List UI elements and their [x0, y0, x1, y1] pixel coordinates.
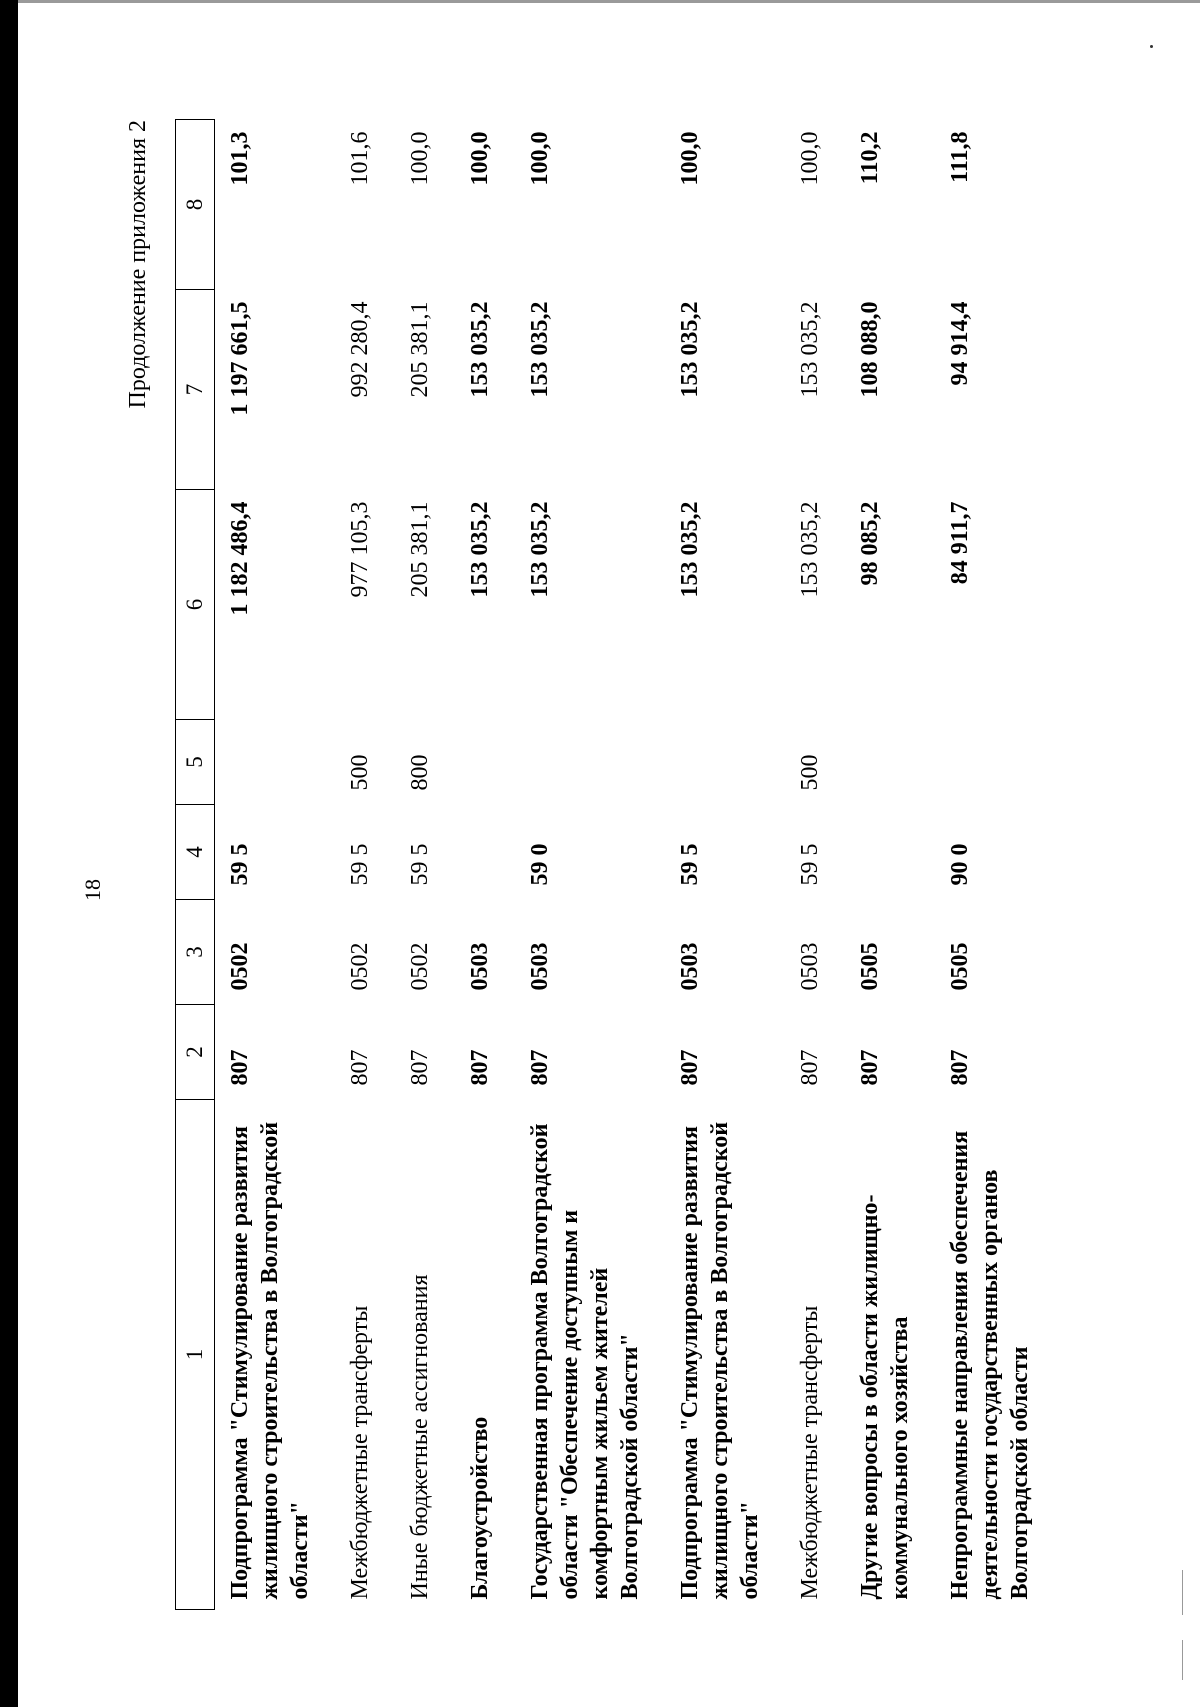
scan-right-mark	[1182, 1640, 1183, 1680]
cell-expense-type	[845, 720, 935, 805]
cell-section-code: 0502	[227, 942, 253, 991]
column-header: 1	[176, 1100, 215, 1610]
cell-planned: 1 182 486,4	[227, 501, 253, 616]
cell-admin-code: 807	[947, 1049, 973, 1086]
page-number: 18	[80, 879, 105, 901]
cell-section-code: 0505	[857, 942, 883, 991]
cell-percent: 100,0	[467, 131, 493, 186]
cell-admin-code: 807	[407, 1049, 433, 1086]
cell-admin-code: 807	[467, 1049, 493, 1086]
table-row	[335, 120, 395, 1610]
cell-program-code	[455, 805, 515, 900]
cell-percent: 110,2	[857, 131, 883, 185]
scan-top-edge	[0, 0, 1200, 3]
cell-actual: 94 914,4	[947, 301, 973, 386]
cell-percent: 100,0	[407, 131, 433, 186]
cell-expense-type	[665, 720, 785, 805]
table-row	[785, 120, 845, 1610]
scan-dot	[1150, 45, 1153, 48]
cell-actual: 153 035,2	[677, 301, 703, 398]
cell-section-code: 0503	[797, 942, 823, 991]
column-header: 2	[176, 1005, 215, 1100]
scan-left-edge	[0, 0, 18, 1707]
table-row	[935, 120, 1055, 1610]
cell-admin-code: 807	[227, 1049, 253, 1086]
table-row	[455, 120, 515, 1610]
cell-actual: 153 035,2	[797, 301, 823, 398]
cell-expense-type	[455, 720, 515, 805]
cell-program-code: 59 5	[407, 843, 433, 886]
cell-planned: 153 035,2	[467, 501, 493, 598]
cell-section-code: 0502	[347, 942, 373, 991]
cell-program-code: 59 5	[797, 843, 823, 886]
cell-expense-type	[935, 720, 1055, 805]
cell-expense-type	[215, 720, 336, 805]
table-row	[215, 120, 336, 1610]
column-header: 6	[176, 490, 215, 720]
table-row	[845, 120, 935, 1610]
cell-program-code: 59 0	[527, 843, 553, 886]
cell-admin-code: 807	[347, 1049, 373, 1086]
cell-actual: 1 197 661,5	[227, 301, 253, 416]
cell-actual: 153 035,2	[467, 301, 493, 398]
cell-section-code: 0503	[527, 942, 553, 991]
cell-planned: 153 035,2	[677, 501, 703, 598]
scan-right-mark	[1182, 1570, 1183, 1615]
row-name: Иные бюджетные ассигнования	[407, 1274, 433, 1600]
cell-actual: 153 035,2	[527, 301, 553, 398]
cell-percent: 111,8	[947, 131, 973, 183]
table-row	[395, 120, 455, 1610]
cell-actual: 992 280,4	[347, 301, 373, 398]
cell-section-code: 0503	[677, 942, 703, 991]
column-header: 5	[176, 720, 215, 805]
cell-program-code	[845, 805, 935, 900]
row-name: Благоустройство	[467, 1416, 493, 1600]
row-name: Межбюджетные трансферты	[797, 1305, 823, 1600]
cell-expense-type: 500	[347, 754, 373, 791]
cell-section-code: 0502	[407, 942, 433, 991]
cell-section-code: 0503	[467, 942, 493, 991]
cell-percent: 100,0	[797, 131, 823, 186]
cell-planned: 153 035,2	[797, 501, 823, 598]
cell-planned: 98 085,2	[857, 501, 883, 586]
column-header: 3	[176, 900, 215, 1005]
row-name: Межбюджетные трансферты	[347, 1305, 373, 1600]
cell-section-code: 0505	[947, 942, 973, 991]
row-name: Непрограммные направления обеспечения деятельности государственных органов Волгоградской области	[947, 1130, 1033, 1600]
cell-program-code: 59 5	[347, 843, 373, 886]
row-name: Другие вопросы в области жилищно-коммунального хозяйства	[857, 1194, 913, 1600]
cell-planned: 153 035,2	[527, 501, 553, 598]
cell-program-code: 90 0	[947, 843, 973, 886]
cell-admin-code: 807	[527, 1049, 553, 1086]
cell-program-code: 59 5	[227, 843, 253, 886]
cell-expense-type: 800	[407, 754, 433, 791]
cell-percent: 100,0	[527, 131, 553, 186]
cell-admin-code: 807	[857, 1049, 883, 1086]
cell-expense-type: 500	[797, 754, 823, 791]
column-header: 7	[176, 290, 215, 490]
row-name: Подпрограмма "Стимулирование развития жилищного строительства в Волгоградской области"	[677, 1121, 763, 1600]
cell-percent: 101,6	[347, 131, 373, 186]
column-header: 4	[176, 805, 215, 900]
annex-title: Продолжение приложения 2	[125, 120, 151, 409]
row-name: Государственная программа Волгоградской области "Обеспечение доступным и комфортным жильем жителей Волгоградской области"	[527, 1123, 643, 1600]
cell-actual: 205 381,1	[407, 301, 433, 398]
budget-table	[175, 119, 1055, 1610]
rotated-page	[40, 120, 1033, 1660]
column-header: 8	[176, 120, 215, 290]
table-header-row	[176, 120, 215, 1610]
cell-program-code: 59 5	[677, 843, 703, 886]
table-row	[515, 120, 665, 1610]
table-row	[665, 120, 785, 1610]
cell-percent: 100,0	[677, 131, 703, 186]
cell-percent: 101,3	[227, 131, 253, 186]
cell-admin-code: 807	[677, 1049, 703, 1086]
cell-planned: 977 105,3	[347, 501, 373, 598]
cell-actual: 108 088,0	[857, 301, 883, 398]
cell-admin-code: 807	[797, 1049, 823, 1086]
cell-planned: 205 381,1	[407, 501, 433, 598]
row-name: Подпрограмма "Стимулирование развития жилищного строительства в Волгоградской области"	[227, 1121, 313, 1600]
cell-planned: 84 911,7	[947, 501, 973, 585]
cell-expense-type	[515, 720, 665, 805]
